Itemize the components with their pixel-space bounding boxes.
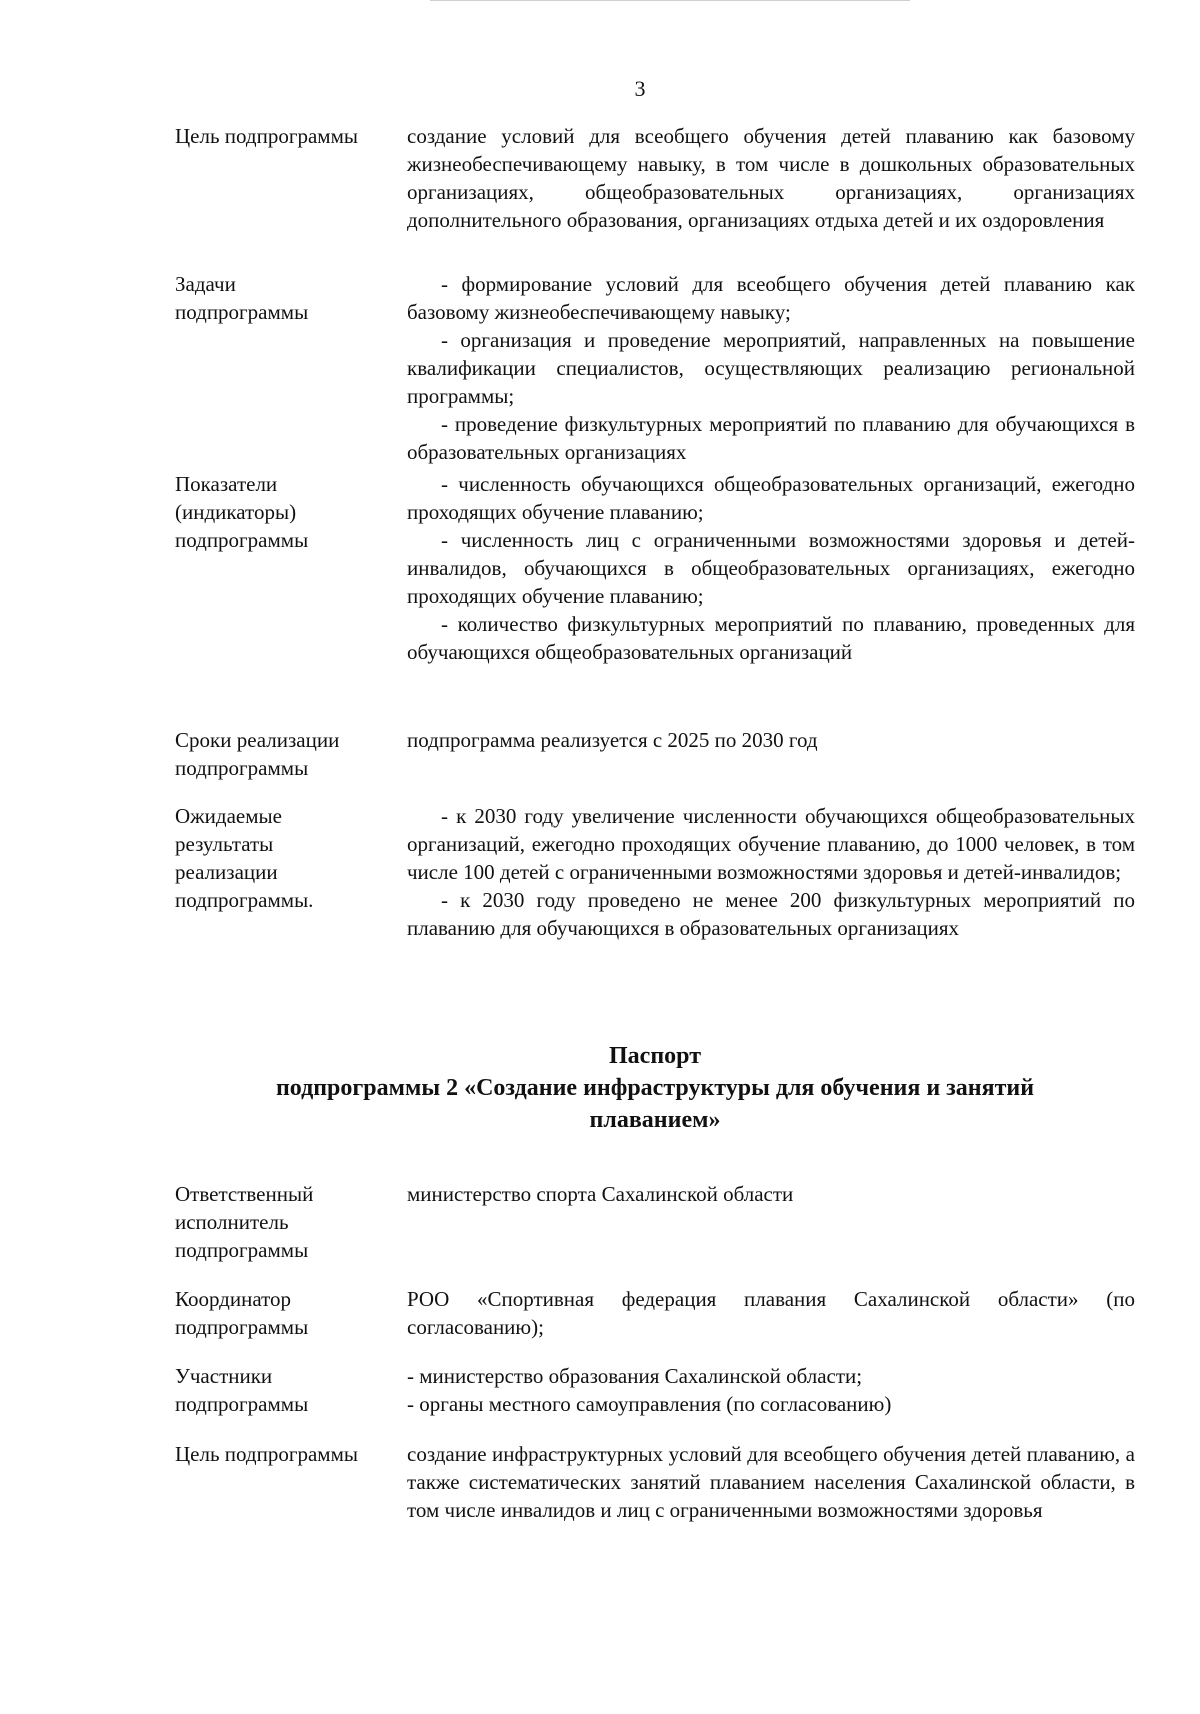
row-paragraph: - к 2030 году проведено не менее 200 физкультурных мероприятий по плаванию для обучающихся в образовательных организациях	[407, 888, 1135, 940]
row-value	[407, 1285, 1135, 1341]
row-paragraph: - численность обучающихся общеобразовательных организаций, ежегодно проходящих обучение плаванию;	[407, 472, 1135, 524]
row-paragraph: РОО «Спортивная федерация плавания Сахалинской области» (по согласованию);	[407, 1287, 1135, 1339]
passport-row-terms	[175, 726, 1135, 782]
passport-row-expected-results	[175, 802, 1135, 942]
row-label: Сроки реализации подпрограммы	[175, 728, 340, 780]
row-paragraph: - организация и проведение мероприятий, направленных на повышение квалификации специалистов, осуществляющих реализацию региональной программы;	[407, 328, 1135, 408]
row-value	[407, 1180, 1135, 1264]
row-label: Цель подпрограммы	[175, 1442, 358, 1466]
row-value	[407, 122, 1135, 234]
passport-row-indicators	[175, 470, 1135, 666]
row-label: Задачи подпрограммы	[175, 272, 309, 324]
row-paragraph: - формирование условий для всеобщего обучения детей плаванию как базовому жизнеобеспечивающему навыку;	[407, 272, 1135, 324]
passport-row-tasks	[175, 270, 1135, 466]
row-paragraph: - численность лиц с ограниченными возможностями здоровья и детей-инвалидов, обучающихся в общеобразовательных организациях, ежегодно проходящих обучение плаванию;	[407, 528, 1135, 608]
row-label: Координатор подпрограммы	[175, 1287, 309, 1339]
scan-edge-line	[430, 0, 910, 1]
row-paragraph: - органы местного самоуправления (по согласованию)	[407, 1392, 892, 1416]
row-value	[407, 802, 1135, 942]
row-value	[407, 270, 1135, 466]
row-value	[407, 1362, 1135, 1418]
row-paragraph: - проведение физкультурных мероприятий по плаванию для обучающихся в образовательных организациях	[407, 412, 1135, 464]
row-label: Ответственный исполнитель подпрограммы	[175, 1182, 314, 1262]
row-value	[407, 726, 1135, 782]
passport-row-participants	[175, 1362, 1135, 1418]
row-paragraph: - количество физкультурных мероприятий по плаванию, проведенных для обучающихся общеобразовательных организаций	[407, 612, 1135, 664]
passport-heading	[175, 1040, 1135, 1136]
passport-row-goal-2	[175, 1440, 1135, 1524]
passport-row-responsible	[175, 1180, 1135, 1264]
row-label: Цель подпрограммы	[175, 124, 358, 148]
passport-row-coordinator	[175, 1285, 1135, 1341]
heading-line: Паспорт	[609, 1043, 701, 1069]
row-label: Ожидаемые результаты реализации подпрограммы.	[175, 804, 314, 912]
row-label: Показатели (индикаторы) подпрограммы	[175, 472, 309, 552]
row-paragraph: - к 2030 году увеличение численности обучающихся общеобразовательных организаций, ежегодно проходящих обучение плаванию, до 1000 человек, в том числе 100 детей с ограниченными возможностями здоровья и детей-инвалидов;	[407, 804, 1135, 884]
row-paragraph: подпрограмма реализуется с 2025 по 2030 год	[407, 728, 818, 752]
row-value	[407, 470, 1135, 666]
row-paragraph: создание инфраструктурных условий для всеобщего обучения детей плаванию, а также систематических занятий плаванием населения Сахалинской области, в том числе инвалидов и лиц с ограниченными возможностями здоровья	[407, 1442, 1135, 1522]
row-value	[407, 1440, 1135, 1524]
row-label: Участники подпрограммы	[175, 1364, 309, 1416]
row-paragraph: министерство спорта Сахалинской области	[407, 1182, 794, 1206]
row-paragraph: создание условий для всеобщего обучения детей плаванию как базовому жизнеобеспечивающему навыку, в том числе в дошкольных образовательных организациях, общеобразовательных организациях, организациях дополнительного образования, организациях отдыха детей и их оздоровления	[407, 124, 1135, 232]
heading-line: плаванием»	[589, 1107, 721, 1133]
page-number: 3	[634, 76, 646, 101]
heading-line: подпрограммы 2 «Создание инфраструктуры для обучения и занятий	[275, 1075, 1035, 1101]
row-paragraph: - министерство образования Сахалинской области;	[407, 1364, 863, 1388]
passport-row-goal	[175, 122, 1135, 234]
